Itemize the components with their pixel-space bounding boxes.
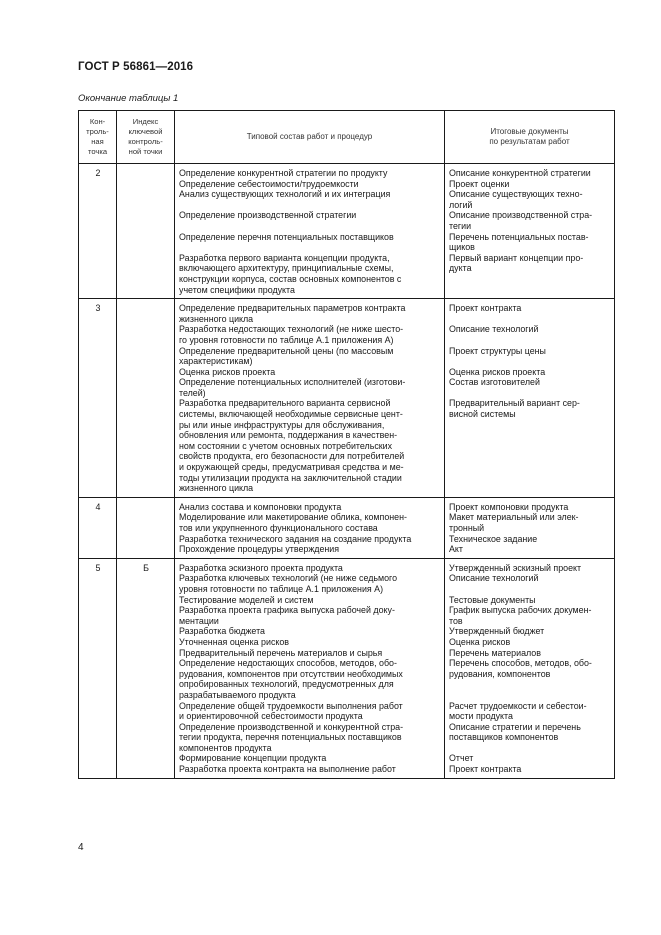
- text-line: щиков: [449, 242, 475, 253]
- text-line: включающего архитектуру, принципиальные схемы,: [179, 263, 394, 274]
- header-line: ная: [91, 137, 104, 146]
- text-line: системы, включающей необходимые сервисные цент-: [179, 409, 403, 420]
- text-line: Перечень способов, методов, обо-: [449, 658, 592, 669]
- text-line: Определение предварительных параметров контракта: [179, 303, 406, 314]
- text-line: Перечень материалов: [449, 647, 541, 658]
- text-line: дукта: [449, 263, 472, 274]
- control-point-cell: 2: [79, 164, 117, 299]
- text-line: Проект оценки: [449, 178, 510, 189]
- text-line: Определение предварительной цены (по массовым: [179, 345, 394, 356]
- text-line: ментации: [179, 615, 219, 626]
- documents-cell: [445, 558, 615, 778]
- text-line: Описание существующих техно-: [449, 189, 583, 200]
- header-control-point: [79, 111, 117, 164]
- text-line: Определение конкурентной стратегии по продукту: [179, 168, 388, 178]
- text-line: Оценка рисков: [449, 636, 511, 647]
- text-line: рудования, компонентов: [449, 668, 551, 679]
- text-line: Определение недостающих способов, методов, обо-: [179, 658, 397, 669]
- text-line: ном состоянии с учетом основных потребительских: [179, 440, 393, 451]
- text-line: Разработка технического задания на создание продукта: [179, 533, 412, 544]
- text-line: Расчет трудоемкости и себестои-: [449, 700, 587, 711]
- text-line: разрабатываемого продукта: [179, 689, 296, 700]
- documents-cell: [445, 299, 615, 498]
- header-line: Кон-: [89, 116, 106, 126]
- text-line: тов или укрупненного функционального состава: [179, 523, 378, 533]
- text-line: висной системы: [449, 409, 516, 420]
- text-line: Описание конкурентной стратегии: [449, 168, 591, 178]
- text-line: [449, 388, 611, 399]
- header-line: точка: [87, 147, 108, 157]
- key-index-cell: [117, 497, 175, 558]
- text-line: [449, 584, 611, 595]
- text-line: [449, 743, 611, 754]
- text-line: График выпуска рабочих докумен-: [449, 605, 592, 616]
- text-line: Перечень потенциальных постав-: [449, 231, 589, 242]
- text-line: и окружающей среды, предусматривая средства и ме-: [179, 462, 404, 473]
- documents-cell: [445, 497, 615, 558]
- table-header: [79, 111, 615, 164]
- text-line: Проект структуры цены: [449, 345, 546, 356]
- text-line: го уровня готовности по таблице А.1 приложения А): [179, 334, 394, 345]
- table-row: [79, 299, 615, 498]
- text-line: конструкции корпуса, состав основных компонентов с: [179, 273, 402, 284]
- header-line: Итоговые документы: [490, 126, 569, 136]
- header-line: ной точки: [128, 147, 163, 157]
- table-row: [79, 497, 615, 558]
- table-body: [79, 164, 615, 779]
- text-line: логий: [449, 199, 473, 210]
- text-line: [449, 679, 611, 690]
- text-line: Определение потенциальных исполнителей (изготови-: [179, 377, 406, 388]
- text-line: [449, 690, 611, 701]
- text-line: поставщиков компонентов: [449, 732, 559, 743]
- header-line: Типовой состав работ и процедур: [246, 131, 373, 141]
- text-line: Разработка ключевых технологий (не ниже седьмого: [179, 573, 398, 584]
- text-line: Анализ существующих технологий и их интеграция: [179, 189, 391, 200]
- key-index-cell: [117, 164, 175, 299]
- header-line: Индекс: [132, 116, 159, 126]
- text-line: Определение себестоимости/трудоемкости: [179, 178, 359, 189]
- text-line: уровня готовности по таблице А.1 приложения А): [179, 583, 384, 594]
- text-line: жизненного цикла: [179, 483, 254, 494]
- text-line: тов: [449, 615, 463, 626]
- text-line: тронный: [449, 523, 485, 533]
- text-line: Техническое задание: [449, 533, 538, 544]
- text-line: Тестовые документы: [449, 594, 536, 605]
- text-line: Проект компоновки продукта: [449, 501, 569, 512]
- text-line: [449, 356, 611, 367]
- text-line: Формирование концепции продукта: [179, 753, 327, 764]
- document-code: ГОСТ Р 56861—2016: [78, 61, 194, 73]
- stages-table: [78, 110, 615, 779]
- text-line: Определение общей трудоемкости выполнения работ: [179, 700, 403, 711]
- table-row: [79, 558, 615, 778]
- table-caption: Окончание таблицы 1: [78, 93, 179, 104]
- header-line: контроль-: [128, 137, 163, 146]
- text-line: и ориентировочной себестоимости продукта: [179, 711, 363, 722]
- text-line: Разработка первого варианта концепции продукта,: [179, 252, 390, 263]
- text-line: свойств продукта, его безопасности для потребителей: [179, 451, 405, 462]
- text-line: Макет материальный или элек-: [449, 512, 579, 523]
- table-row: [79, 164, 615, 299]
- text-line: [449, 314, 611, 325]
- text-line: тегии продукта, перечня потенциальных поставщиков: [179, 732, 402, 743]
- key-index-cell: [117, 299, 175, 498]
- text-line: учетом специфики продукта: [179, 284, 295, 295]
- text-line: Описание технологий: [449, 573, 539, 584]
- text-line: Тестирование моделей и систем: [179, 594, 314, 605]
- text-line: рудования, компонентов при отсутствии необходимых: [179, 668, 403, 679]
- text-line: Разработка недостающих технологий (не ниже шесто-: [179, 324, 404, 335]
- text-line: опробированных технологий, предусмотренных для: [179, 679, 394, 690]
- page-number: 4: [78, 842, 84, 853]
- text-line: Оценка рисков проекта: [449, 366, 546, 377]
- text-line: Акт: [449, 544, 463, 555]
- text-line: ры или иные инфраструктуры для обслуживания,: [179, 419, 385, 430]
- text-line: Описание стратегии и перечень: [449, 721, 581, 732]
- text-line: [179, 221, 441, 232]
- text-line: Разработка бюджета: [179, 626, 265, 637]
- text-line: Описание технологий: [449, 324, 539, 335]
- works-cell: [175, 497, 445, 558]
- control-point-cell: 3: [79, 299, 117, 498]
- text-line: Разработка проекта графика выпуска рабочей доку-: [179, 605, 395, 616]
- text-line: Описание производственной стра-: [449, 210, 593, 221]
- text-line: жизненного цикла: [179, 313, 254, 324]
- works-cell: [175, 558, 445, 778]
- text-line: Состав изготовителей: [449, 377, 540, 388]
- text-line: Разработка эскизного проекта продукта: [179, 562, 343, 573]
- text-line: Оценка рисков проекта: [179, 366, 276, 377]
- documents-cell: [445, 164, 615, 299]
- text-line: Разработка проекта контракта на выполнение работ: [179, 764, 396, 775]
- works-cell: [175, 164, 445, 299]
- text-line: характеристикам): [179, 356, 253, 367]
- text-line: Проект контракта: [449, 764, 522, 775]
- header-works: [175, 111, 445, 164]
- header-documents: [445, 111, 615, 164]
- text-line: Проект контракта: [449, 303, 522, 314]
- text-line: Первый вариант концепции про-: [449, 252, 584, 263]
- text-line: Разработка предварительного варианта сервисной: [179, 398, 391, 409]
- header-key-index: [117, 111, 175, 164]
- text-line: Моделирование или макетирование облика, компонен-: [179, 512, 407, 523]
- text-line: Прохождение процедуры утверждения: [179, 544, 340, 555]
- header-line: по результатам работ: [489, 137, 570, 146]
- text-line: Предварительный перечень материалов и сырья: [179, 647, 383, 658]
- text-line: обновления или ремонта, поддержания в качествен-: [179, 430, 398, 441]
- text-line: [449, 335, 611, 346]
- control-point-cell: 5: [79, 558, 117, 778]
- text-line: Определение перечня потенциальных поставщиков: [179, 231, 394, 242]
- text-line: Определение производственной стратегии: [179, 210, 357, 221]
- key-index-cell: Б: [117, 558, 175, 778]
- text-line: Утвержденный эскизный проект: [449, 562, 582, 573]
- text-line: Отчет: [449, 753, 474, 764]
- control-point-cell: 4: [79, 497, 117, 558]
- text-line: [179, 242, 441, 253]
- text-line: тоды утилизации продукта на заключительной стадии: [179, 472, 402, 483]
- text-line: Анализ состава и компоновки продукта: [179, 501, 342, 512]
- text-line: [179, 200, 441, 211]
- works-cell: [175, 299, 445, 498]
- text-line: мости продукта: [449, 711, 513, 722]
- text-line: Уточненная оценка рисков: [179, 636, 290, 647]
- text-line: тегии: [449, 220, 472, 231]
- header-line: троль-: [86, 126, 109, 136]
- text-line: компонентов продукта: [179, 742, 272, 753]
- text-line: Утвержденный бюджет: [449, 626, 545, 637]
- text-line: Предварительный вариант сер-: [449, 398, 580, 409]
- text-line: телей): [179, 387, 206, 398]
- text-line: Определение производственной и конкурентной стра-: [179, 721, 404, 732]
- header-line: ключевой: [128, 126, 163, 136]
